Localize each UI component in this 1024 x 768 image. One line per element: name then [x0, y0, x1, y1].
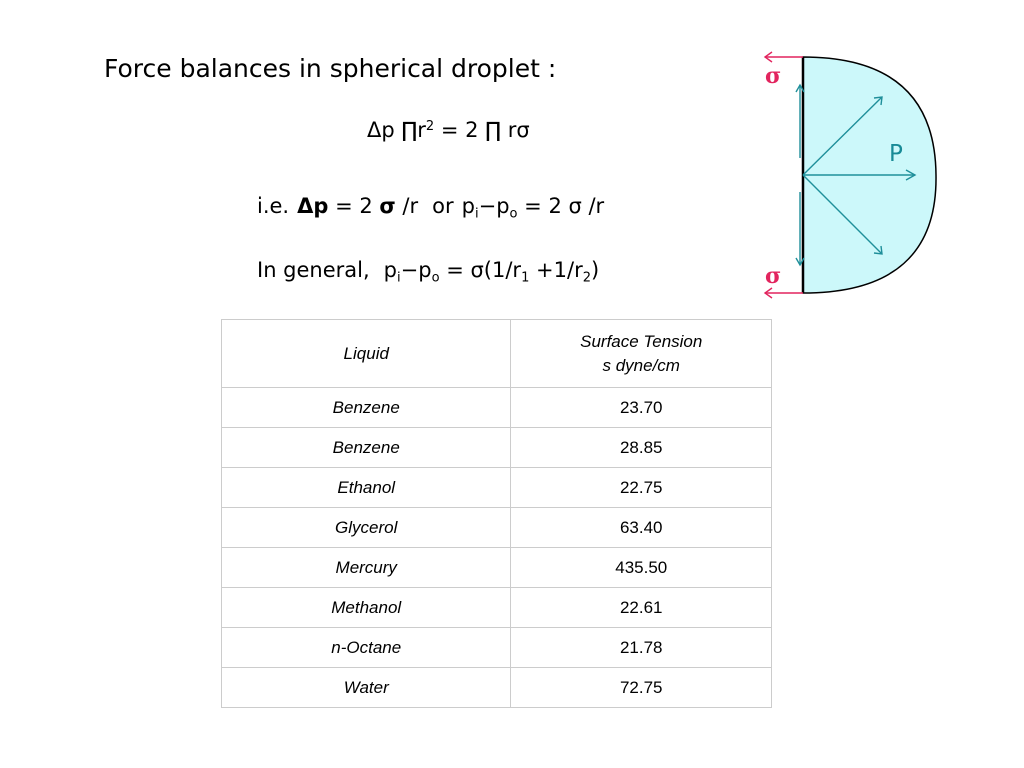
- liquid-cell: n-Octane: [222, 628, 511, 668]
- general-equation: [257, 258, 600, 286]
- value-cell: 23.70: [511, 388, 772, 428]
- slide-title: Force balances in spherical droplet :: [104, 54, 557, 83]
- table-row: [222, 428, 772, 468]
- subscript-i: i: [474, 206, 479, 222]
- exponent: 2: [425, 118, 435, 134]
- value-cell: 21.78: [511, 628, 772, 668]
- header-surface-tension: [511, 320, 772, 388]
- equation-part: = 2: [328, 194, 380, 218]
- liquid-cell: Mercury: [222, 548, 511, 588]
- droplet-diagram: [755, 40, 955, 310]
- delta-p: Δp: [297, 194, 329, 218]
- table-row: [222, 468, 772, 508]
- value-cell: 435.50: [511, 548, 772, 588]
- table-row: [222, 628, 772, 668]
- table-row: [222, 668, 772, 708]
- pressure-label: P: [889, 141, 903, 167]
- sigma-bottom-label: σ: [765, 263, 782, 289]
- equation-part: ): [590, 258, 600, 282]
- table-row: [222, 508, 772, 548]
- liquid-cell: Benzene: [222, 388, 511, 428]
- header-liquid: Liquid: [222, 320, 511, 388]
- ie-prefix: i.e.: [257, 194, 290, 218]
- value-cell: 22.75: [511, 468, 772, 508]
- header-tension-line2: s dyne/cm: [602, 355, 680, 375]
- equation-rhs: = 2 ∏ rσ: [434, 118, 530, 142]
- equation-part: +1/r: [529, 258, 583, 282]
- equation-part: = σ(1/r: [439, 258, 522, 282]
- equation-part: p: [383, 258, 398, 282]
- subscript-o: o: [431, 270, 440, 286]
- liquid-cell: Water: [222, 668, 511, 708]
- general-prefix: In general,: [257, 258, 370, 282]
- equation-part: p: [461, 194, 475, 218]
- value-cell: 22.61: [511, 588, 772, 628]
- equation-part: −p: [400, 258, 432, 282]
- liquid-cell: Methanol: [222, 588, 511, 628]
- equation-lhs: Δp ∏r: [367, 118, 426, 142]
- table-row: [222, 588, 772, 628]
- surface-tension-table: [221, 319, 772, 708]
- liquid-cell: Ethanol: [222, 468, 511, 508]
- sigma-symbol: σ: [379, 194, 396, 218]
- subscript-o: o: [509, 206, 518, 222]
- equation-part: −p: [478, 194, 510, 218]
- table-row: [222, 548, 772, 588]
- table-header-row: [222, 320, 772, 388]
- liquid-cell: Benzene: [222, 428, 511, 468]
- subscript-1: 1: [521, 270, 530, 286]
- subscript-2: 2: [582, 270, 591, 286]
- equation-part: = 2 σ /r: [517, 194, 605, 218]
- header-tension-line1: Surface Tension: [580, 331, 703, 351]
- equation-part: /r: [395, 194, 419, 218]
- liquid-cell: Glycerol: [222, 508, 511, 548]
- subscript-i: i: [397, 270, 401, 286]
- or-word: or: [432, 194, 454, 218]
- table-row: [222, 388, 772, 428]
- value-cell: 28.85: [511, 428, 772, 468]
- force-balance-equation: [367, 118, 530, 142]
- laplace-equation: [257, 194, 605, 222]
- value-cell: 63.40: [511, 508, 772, 548]
- sigma-top-label: σ: [765, 63, 782, 89]
- value-cell: 72.75: [511, 668, 772, 708]
